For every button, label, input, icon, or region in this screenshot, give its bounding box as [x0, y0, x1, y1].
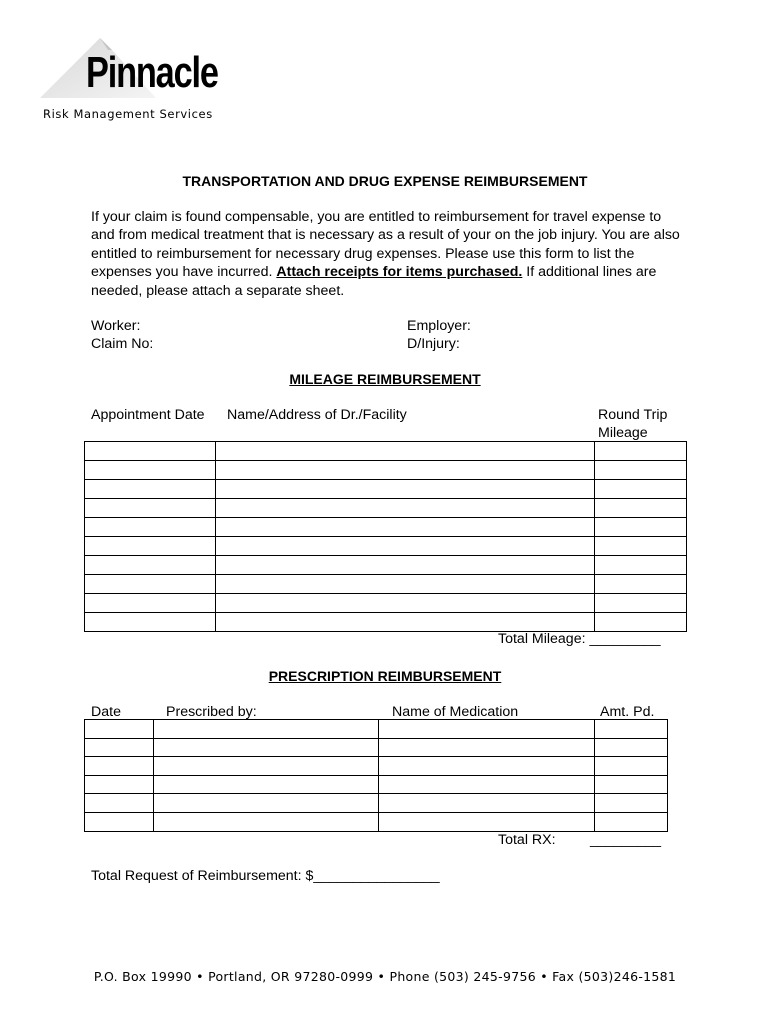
col-date: Date	[91, 704, 121, 720]
table-cell[interactable]	[595, 499, 687, 518]
table-cell[interactable]	[85, 461, 216, 480]
table-cell[interactable]	[379, 720, 595, 739]
table-cell[interactable]	[215, 575, 594, 594]
table-cell[interactable]	[379, 794, 595, 813]
table-cell[interactable]	[85, 442, 216, 461]
prescription-heading: PRESCRIPTION REIMBURSEMENT	[268, 668, 502, 684]
col-amount-paid: Amt. Pd.	[600, 704, 655, 720]
table-cell[interactable]	[215, 556, 594, 575]
table-cell[interactable]	[153, 794, 379, 813]
table-cell[interactable]	[85, 720, 154, 739]
table-cell[interactable]	[595, 461, 687, 480]
table-cell[interactable]	[379, 738, 595, 757]
injury-date-label: D/Injury:	[407, 336, 460, 352]
prescription-table	[84, 719, 668, 832]
table-cell[interactable]	[595, 812, 668, 831]
mileage-heading: MILEAGE REIMBURSEMENT	[289, 371, 481, 387]
table-cell[interactable]	[595, 594, 687, 613]
table-cell[interactable]	[595, 794, 668, 813]
table-cell[interactable]	[595, 518, 687, 537]
table-row	[85, 775, 668, 794]
col-round-trip: Round Trip	[598, 407, 668, 423]
table-cell[interactable]	[85, 794, 154, 813]
table-cell[interactable]	[215, 480, 594, 499]
document-title: TRANSPORTATION AND DRUG EXPENSE REIMBURSEMENT	[182, 173, 588, 189]
table-cell[interactable]	[215, 537, 594, 556]
employer-label: Employer:	[407, 318, 471, 334]
table-cell[interactable]	[215, 499, 594, 518]
table-cell[interactable]	[215, 613, 594, 632]
table-cell[interactable]	[85, 812, 154, 831]
table-row	[85, 480, 687, 499]
table-cell[interactable]	[153, 720, 379, 739]
table-cell[interactable]	[379, 757, 595, 776]
table-cell[interactable]	[595, 442, 687, 461]
table-cell[interactable]	[215, 518, 594, 537]
mileage-table	[84, 441, 687, 632]
intro-paragraph	[91, 208, 681, 300]
table-cell[interactable]	[379, 775, 595, 794]
table-cell[interactable]	[595, 720, 668, 739]
table-row	[85, 499, 687, 518]
table-cell[interactable]	[85, 613, 216, 632]
footer-contact: P.O. Box 19990 • Portland, OR 97280-0999 • Phone (503) 245-9756 • Fax (503)246-1581	[93, 969, 677, 984]
table-cell[interactable]	[153, 775, 379, 794]
table-cell[interactable]	[595, 738, 668, 757]
attach-receipts-note: Attach receipts for items purchased.	[276, 264, 523, 281]
table-cell[interactable]	[85, 738, 154, 757]
total-mileage: Total Mileage: _________	[498, 631, 661, 647]
table-cell[interactable]	[215, 442, 594, 461]
logo-wordmark: Pinnacle	[86, 48, 218, 97]
table-cell[interactable]	[85, 518, 216, 537]
total-rx-label: Total RX:	[498, 832, 556, 848]
table-row	[85, 442, 687, 461]
table-cell[interactable]	[595, 575, 687, 594]
table-cell[interactable]	[85, 757, 154, 776]
intro-text-additional: If additional lines are needed, please attach a separate sheet.	[91, 264, 657, 299]
table-cell[interactable]	[85, 480, 216, 499]
col-dr-facility: Name/Address of Dr./Facility	[227, 407, 407, 423]
table-cell[interactable]	[595, 775, 668, 794]
table-row	[85, 461, 687, 480]
table-row	[85, 720, 668, 739]
table-row	[85, 613, 687, 632]
col-medication: Name of Medication	[392, 704, 519, 720]
col-prescribed-by: Prescribed by:	[166, 704, 257, 720]
table-cell[interactable]	[85, 537, 216, 556]
claim-no-label: Claim No:	[91, 336, 154, 352]
table-row	[85, 738, 668, 757]
table-cell[interactable]	[153, 738, 379, 757]
table-row	[85, 518, 687, 537]
table-row	[85, 594, 687, 613]
intro-text: If your claim is found compensable, you are entitled to reimbursement for travel expense to and from medical treatment that is necessary as a result of your on the job injury. You are also entitled to reimbursement for necessary drug expenses. Please use this form to list the expenses you have incurred.	[91, 209, 680, 281]
total-reimbursement: Total Request of Reimbursement: $________________	[91, 868, 440, 884]
table-cell[interactable]	[215, 461, 594, 480]
total-rx-blank: _________	[590, 832, 662, 848]
table-row	[85, 794, 668, 813]
table-cell[interactable]	[85, 594, 216, 613]
table-cell[interactable]	[595, 537, 687, 556]
table-cell[interactable]	[85, 499, 216, 518]
logo-tagline: Risk Management Services	[43, 107, 213, 121]
table-cell[interactable]	[153, 757, 379, 776]
table-cell[interactable]	[85, 775, 154, 794]
table-row	[85, 757, 668, 776]
table-cell[interactable]	[85, 575, 216, 594]
table-row	[85, 537, 687, 556]
table-cell[interactable]	[595, 556, 687, 575]
table-cell[interactable]	[595, 480, 687, 499]
table-cell[interactable]	[595, 613, 687, 632]
table-row	[85, 575, 687, 594]
table-cell[interactable]	[379, 812, 595, 831]
table-cell[interactable]	[85, 556, 216, 575]
worker-label: Worker:	[91, 318, 141, 334]
table-cell[interactable]	[153, 812, 379, 831]
table-row	[85, 812, 668, 831]
table-cell[interactable]	[595, 757, 668, 776]
col-appointment-date: Appointment Date	[91, 407, 205, 423]
table-row	[85, 556, 687, 575]
table-cell[interactable]	[215, 594, 594, 613]
col-mileage: Mileage	[598, 425, 648, 441]
